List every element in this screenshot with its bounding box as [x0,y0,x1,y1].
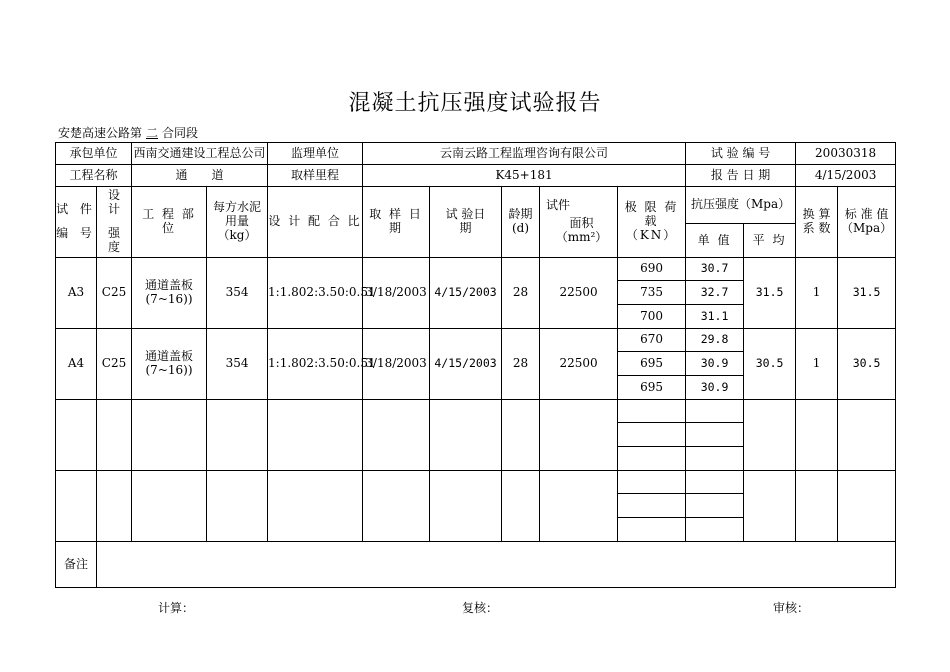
column-header-row-1 [56,187,896,224]
average-value: 30.5 [744,329,796,400]
remarks-value [97,542,896,588]
part-value: 通道盖板(7~16)) [132,329,207,400]
table-row [56,329,896,352]
sampling-value: K45+181 [363,165,686,187]
col-specimen-no-line1: 试 件 [56,202,96,217]
test-no-value: 20030318 [796,143,896,165]
standard-value: 31.5 [838,258,896,329]
area-value: 22500 [540,258,618,329]
col-sampling-date: 取 样 日 期 [363,187,430,258]
contractor-label: 承包单位 [56,143,132,165]
single-value: 31.1 [686,305,744,329]
age-value: 28 [502,258,540,329]
load-value: 670 [618,329,686,352]
sampling-date-value: 3/18/2003 [363,258,430,329]
col-specimen-no [56,187,97,258]
load-value: 695 [618,352,686,376]
footer-audit: 审核： [773,601,810,615]
age-value: 28 [502,329,540,400]
col-area-line2: 面积 [569,216,594,231]
col-test-date: 试 验日 期 [430,187,502,258]
footer-review: 复核： [462,601,499,615]
report-title: 混凝土抗压强度试验报告 [348,91,602,116]
sampling-date-value: 3/18/2003 [363,329,430,400]
load-value: 735 [618,281,686,305]
col-specimen-no-line2: 编 号 [56,226,96,240]
col-design-strength-line3: 强 [108,226,121,240]
empty-row [56,400,896,423]
average-value: 31.5 [744,258,796,329]
col-design-strength-line2: 计 [108,202,121,217]
cement-value: 354 [207,258,268,329]
single-value: 32.7 [686,281,744,305]
col-standard: 标 准 值（Mpa） [838,187,896,258]
remarks-label: 备注 [56,542,97,588]
header-row-project [56,165,896,187]
load-value: 695 [618,376,686,400]
mix-value: 1:1.802:3.50:0.51 [268,329,363,400]
single-value: 30.9 [686,352,744,376]
contract-section-number: 二 [146,126,159,140]
col-area-line3: （mm²） [555,229,608,244]
area-value: 22500 [540,329,618,400]
single-value: 30.7 [686,258,744,281]
supervisor-value: 云南云路工程监理咨询有限公司 [363,143,686,165]
col-age: 龄期(d) [502,187,540,258]
col-average: 平 均 [744,224,796,258]
col-mix: 设 计 配 合 比 [268,187,363,258]
design-grade: C25 [97,258,132,329]
cement-value: 354 [207,329,268,400]
part-value: 通道盖板(7~16)) [132,258,207,329]
design-grade: C25 [97,329,132,400]
empty-row [56,471,896,494]
col-area [540,187,618,258]
col-strength: 抗压强度（Mpa） [686,187,796,224]
test-date-value: 4/15/2003 [430,258,502,329]
factor-value: 1 [796,329,838,400]
contract-suffix: 合同段 [162,126,199,140]
standard-value: 30.5 [838,329,896,400]
col-factor: 换 算 系 数 [796,187,838,258]
contract-section-line [58,124,198,141]
factor-value: 1 [796,258,838,329]
footer-calc: 计算： [158,601,195,615]
mix-value: 1:1.802:3.50:0.51 [268,258,363,329]
test-date-value: 4/15/2003 [430,329,502,400]
project-label: 工程名称 [56,165,132,187]
report-date-label: 报 告 日 期 [686,165,796,187]
load-value: 690 [618,258,686,281]
remarks-row [56,542,896,588]
contract-prefix: 安楚高速公路第 [58,126,143,140]
header-row-contractor [56,143,896,165]
supervisor-label: 监理单位 [268,143,363,165]
col-load: 极 限 荷载（KN） [618,187,686,258]
col-part: 工 程 部 位 [132,187,207,258]
report-table [55,142,896,588]
sampling-label: 取样里程 [268,165,363,187]
col-single: 单 值 [686,224,744,258]
load-value: 700 [618,305,686,329]
col-design-strength-line4: 度 [108,239,121,254]
col-design-strength [97,187,132,258]
table-row [56,258,896,281]
col-design-strength-line1: 设 [108,188,121,203]
test-no-label: 试 验 编 号 [686,143,796,165]
single-value: 29.8 [686,329,744,352]
project-value: 通 道 [132,165,268,187]
report-date-value: 4/15/2003 [796,165,896,187]
contractor-value: 西南交通建设工程总公司 [132,143,268,165]
col-cement: 每方水泥用量（kg） [207,187,268,258]
col-area-line1: 试件 [546,198,571,213]
specimen-id: A3 [56,258,97,329]
specimen-id: A4 [56,329,97,400]
single-value: 30.9 [686,376,744,400]
